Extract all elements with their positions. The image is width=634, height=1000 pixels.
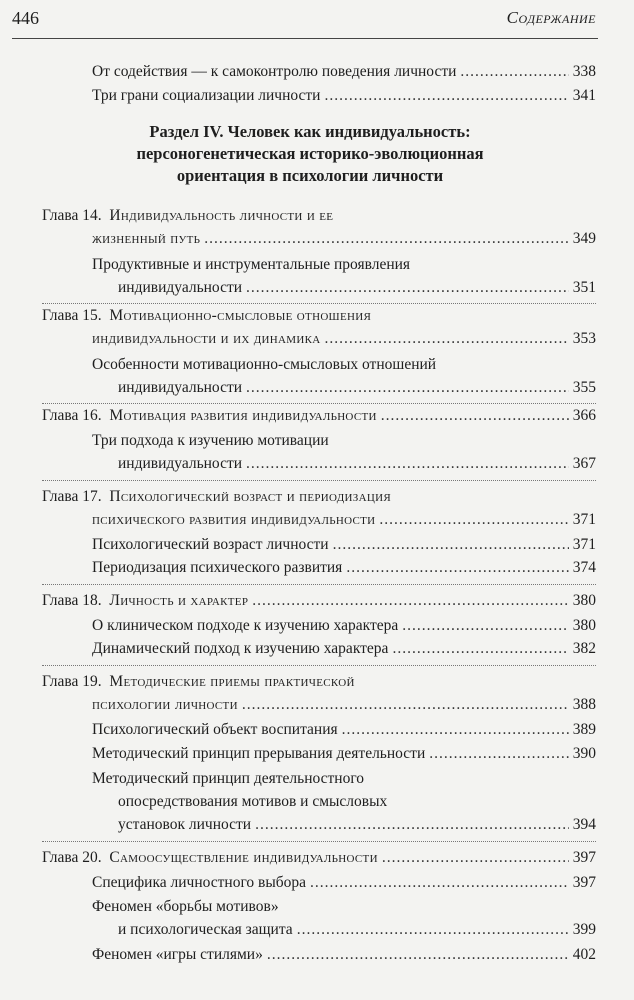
sub-entry[interactable]: Периодизация психического развития ..... 374 [92, 558, 596, 578]
entry-title: Три грани социализации личности [92, 87, 321, 104]
separator [42, 403, 596, 404]
toc-entry[interactable] [92, 62, 596, 82]
chapter-14-entry[interactable]: жизненный путь ..... 349 [92, 229, 596, 249]
chapter-15-entry[interactable]: индивидуальности и их динамика ..... 353 [92, 329, 596, 349]
separator [42, 584, 596, 585]
sub-entry[interactable]: Методический принцип деятельностного [92, 770, 365, 787]
chapter-15-heading[interactable]: Глава 15. Мотивационно-смысловые отношения [42, 307, 372, 324]
chapter-label: Глава 14. [42, 207, 102, 224]
sub-entry[interactable]: Продуктивные и инструментальные проявления [92, 256, 411, 273]
sub-entry[interactable]: опосредствования мотивов и смысловых [118, 793, 388, 810]
chapter-title: Индивидуальность личности и ее [109, 207, 334, 224]
sub-entry[interactable]: Динамический подход к изучению характера ..... 382 [92, 639, 596, 659]
sub-entry[interactable]: Три подхода к изучению мотивации [92, 432, 329, 449]
section-heading: Раздел IV. Человек как индивидуальность: персоногенетическая историко-эволюционная ориентация в психологии личности [136, 122, 484, 185]
running-title: Содержание [506, 8, 596, 27]
sub-entry[interactable]: индивидуальности ..... 367 [118, 454, 596, 474]
chapter-14-heading[interactable] [42, 206, 333, 226]
header-rule [12, 38, 598, 39]
page-number: 446 [12, 8, 39, 28]
toc-entry[interactable] [92, 86, 596, 106]
sub-entry[interactable]: Специфика личностного выбора ..... 397 [92, 873, 596, 893]
chapter-20-entry[interactable]: Глава 20. Самоосуществление индивидуальности ..... 397 [42, 848, 596, 868]
sub-entry[interactable]: Психологический объект воспитания ..... 389 [92, 720, 596, 740]
separator [42, 303, 596, 304]
chapter-17-heading[interactable]: Глава 17. Психологический возраст и периодизация [42, 488, 391, 505]
sub-entry[interactable]: Методический принцип прерывания деятельности ..... 390 [92, 744, 596, 764]
sub-entry[interactable]: индивидуальности ..... 355 [118, 378, 596, 398]
separator [42, 480, 596, 481]
separator [42, 665, 596, 666]
sub-entry[interactable]: Феномен «борьбы мотивов» [92, 898, 279, 915]
sub-entry[interactable]: установок личности ..... 394 [118, 815, 596, 835]
separator [42, 841, 596, 842]
chapter-19-heading[interactable]: Глава 19. Методические приемы практической [42, 673, 355, 690]
entry-page: 341 [572, 87, 596, 104]
sub-entry[interactable]: Феномен «игры стилями» ..... 402 [92, 945, 596, 965]
sub-entry[interactable]: Особенности мотивационно-смысловых отношений [92, 356, 437, 373]
sub-entry[interactable]: индивидуальности ..... 351 [118, 278, 596, 298]
chapter-19-entry[interactable]: психологии личности ..... 388 [92, 695, 596, 715]
entry-page: 338 [572, 63, 596, 80]
sub-entry[interactable]: и психологическая защита ..... 399 [118, 920, 596, 940]
chapter-18-entry[interactable]: Глава 18. Личность и характер ..... 380 [42, 591, 596, 611]
sub-entry[interactable]: О клиническом подходе к изучению характера ..... 380 [92, 616, 596, 636]
chapter-16-entry[interactable]: Глава 16. Мотивация развития индивидуальности ..... 366 [42, 406, 596, 426]
sub-entry[interactable]: Психологический возраст личности ..... 371 [92, 535, 596, 555]
chapter-17-entry[interactable]: психического развития индивидуальности ..... 371 [92, 510, 596, 530]
entry-page: 349 [572, 230, 596, 247]
entry-title: От содействия — к самоконтролю поведения личности [92, 63, 457, 80]
